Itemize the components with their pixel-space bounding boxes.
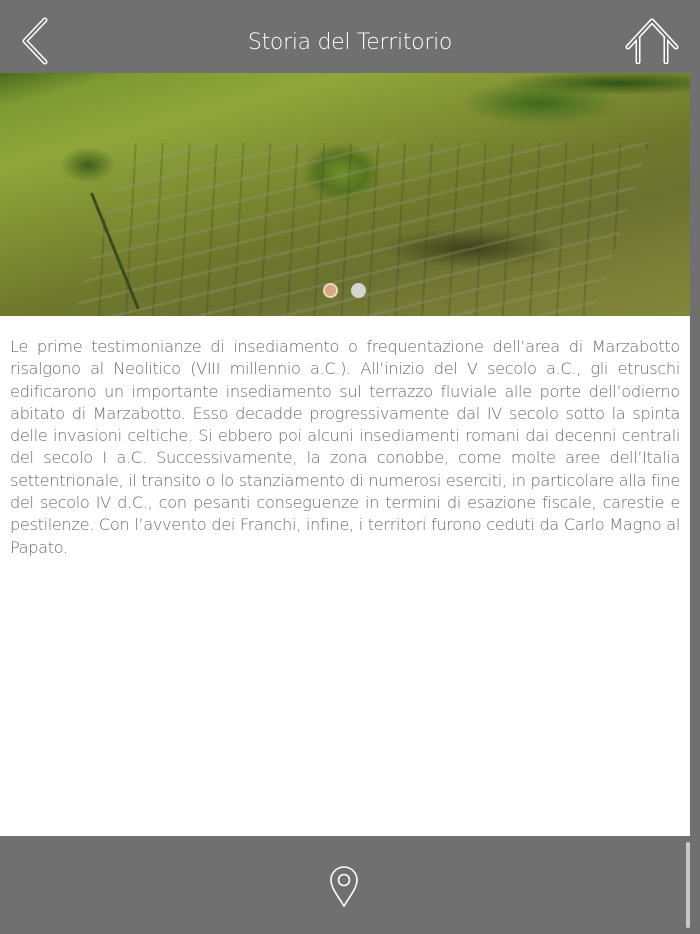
map-button[interactable] <box>328 864 360 908</box>
page-dot-1[interactable] <box>323 283 338 298</box>
scrollbar-thumb[interactable] <box>686 842 690 928</box>
home-button[interactable] <box>624 16 680 64</box>
page-indicator <box>323 283 366 298</box>
right-edge-strip <box>690 73 700 934</box>
page-title: Storia del Territorio <box>247 30 453 55</box>
navigation-bar <box>0 0 700 73</box>
home-icon <box>624 16 680 64</box>
map-pin-icon <box>328 864 360 908</box>
gallery-image[interactable] <box>0 73 690 316</box>
page-dot-2[interactable] <box>351 283 366 298</box>
article-text: Le prime testimonianze di insediamento o frequentazione dell’area di Marzabotto risalgono al Neolitico (VIII millennio a.C.). All’inizio del V secolo a.C., gli etruschi edificarono un importante insediamento sul terrazzo fluviale alle porte dell’odierno abitato di Marzabotto. Esso decadde progressivamente dal IV secolo sotto la spinta delle invasioni celtiche. Si ebbero poi alcuni insediamenti romani dai decenni centrali del secolo I a.C. Successivamente, la zona conobbe, come molte aree dell’Italia settentrionale, il transito o lo stanziamento di numerosi eserciti, in particolare alla fine del secolo IV d.C., con pesanti conseguenze in termini di esazione fiscale, carestie e pestilenze. Con l’avvento dei Franchi, infine, i territori furono ceduti da Carlo Magno al Papato. <box>10 337 680 557</box>
content-area <box>0 73 690 836</box>
